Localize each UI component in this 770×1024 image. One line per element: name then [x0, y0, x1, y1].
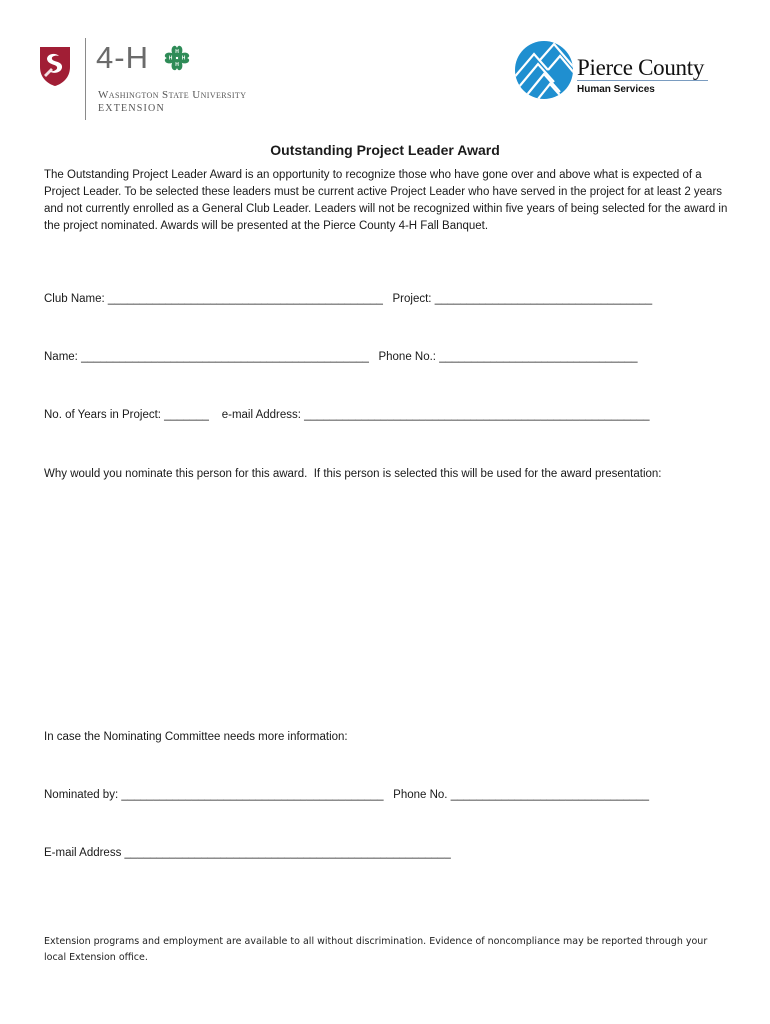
- wsu-extension: EXTENSION: [98, 103, 165, 114]
- four-h-wordmark: 4-H: [96, 40, 149, 75]
- four-h-clover-icon: [163, 44, 191, 72]
- page-title: Outstanding Project Leader Award: [270, 142, 500, 158]
- nomination-reason-question: Why would you nominate this person for this award. If this person is selected this will be used for the award presentation:: [44, 468, 662, 480]
- intro-paragraph: The Outstanding Project Leader Award is an opportunity to recognize those who have gone over and above what is expected of a Project Leader. To be selected these leaders must be current active Project Leader who have served in the project for at least 2 years and not currently enrolled as a General Club Leader. Leaders will not be recognized within five years of being selected for the award in the project nominated. Awards will be presented at the Pierce County 4-H Fall Banquet.: [44, 169, 728, 232]
- wsu-name: Washington State University: [98, 89, 247, 101]
- svg-text:H: H: [175, 49, 179, 55]
- svg-text:H: H: [181, 55, 186, 62]
- logo-divider: [85, 38, 86, 120]
- more-info-heading: In case the Nominating Committee needs more information:: [44, 731, 348, 743]
- svg-text:H: H: [175, 62, 179, 68]
- pierce-county-rule: [577, 80, 708, 81]
- svg-text:H: H: [168, 55, 173, 62]
- nominated-by-phone-field-row[interactable]: Nominated by: _________________________________________ Phone No. _______________________________: [44, 789, 649, 801]
- email-address-field-row[interactable]: E-mail Address ___________________________________________________: [44, 847, 451, 859]
- club-project-field-row[interactable]: Club Name: ___________________________________________ Project: __________________________________: [44, 293, 653, 305]
- pierce-county-globe-icon: [514, 40, 574, 100]
- pierce-county-subtitle: Human Services: [577, 84, 655, 95]
- pierce-county-name: Pierce County: [577, 55, 705, 80]
- wsu-shield-icon: [38, 45, 72, 87]
- years-email-field-row[interactable]: No. of Years in Project: _______ e-mail Address: ______________________________________________________: [44, 409, 650, 421]
- name-phone-field-row[interactable]: Name: _____________________________________________ Phone No.: _______________________________: [44, 351, 638, 363]
- footer-disclaimer: Extension programs and employment are available to all without discrimination. Evidence of noncompliance may be reported through your local Extension office.: [44, 936, 708, 963]
